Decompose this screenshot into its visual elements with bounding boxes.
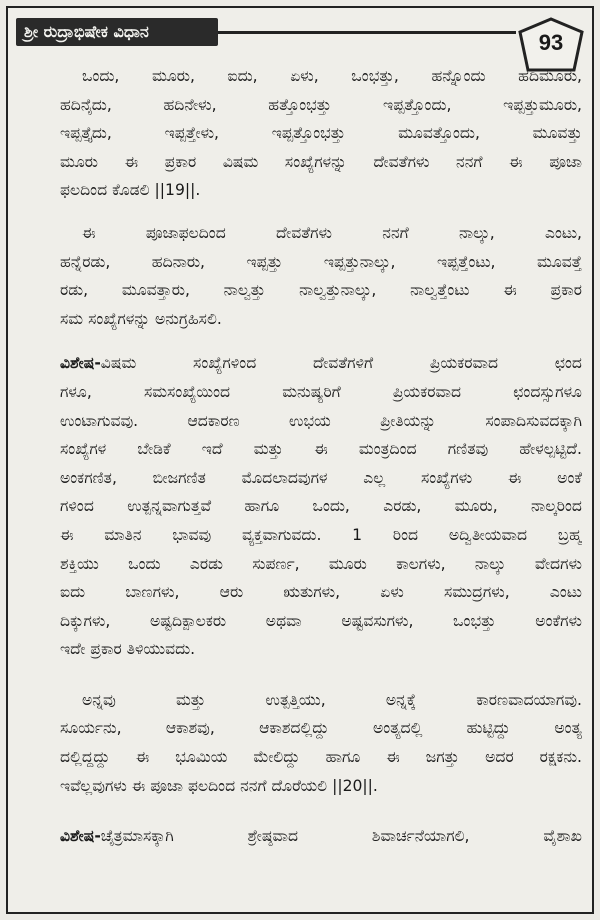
paragraph-gap — [60, 205, 582, 219]
text-line: ಇದೇ ಪ್ರಕಾರ ತಿಳಿಯುವದು. — [60, 640, 196, 659]
text-line: ಒಂದು, ಮೂರು, ಐದು, ಏಳು, ಒಂಭತ್ತು, ಹನ್ನೊಂದು ಹದಿಮೂರು, — [82, 67, 582, 85]
vishesha-first-line: ಚೈತ್ರಮಾಸಕ್ಕಾಗಿ ಶ್ರೇಷ್ಠವಾದ ಶಿವಾರ್ಚನೆಯಾಗಲಿ, ವೈಶಾಖ — [100, 827, 582, 846]
verse-20-paragraph — [60, 686, 582, 800]
text-line: ಇವೆಲ್ಲವುಗಳು ಈ ಪೂಜಾ ಫಲದಿಂದ ನನಗೆ ದೊರೆಯಲಿ ||20||. — [60, 776, 378, 795]
text-line — [60, 822, 582, 851]
text-line: ಅಂಕಗಣಿತ, ಬೀಜಗಣಿತ ಮೊದಲಾದವುಗಳ ಎಲ್ಲ ಸಂಖ್ಯೆಗಳು ಈ ಅಂಕೆ — [60, 468, 582, 487]
text-line: ಶಕ್ತಿಯು ಒಂದು ಎರಡು ಸುಪರ್ಣ, ಮೂರು ಕಾಲಗಳು, ನಾಲ್ಕು ವೇದಗಳು — [60, 554, 582, 573]
text-line: ಹನ್ನೆರಡು, ಹದಿನಾರು, ಇಪ್ಪತ್ತು ಇಪ್ಪತ್ತುನಾಲ್ಕು, ಇಪ್ಪತ್ತೆಂಟು, ಮೂವತ್ತೆ — [60, 252, 582, 271]
vishesha-paragraph-1 — [60, 349, 582, 664]
text-line: ಫಲದಿಂದ ಕೊಡಲಿ ||19||. — [60, 181, 201, 200]
vishesha-paragraph-2 — [60, 822, 582, 851]
text-line: ಸಂಖ್ಯೆಗಳ ಬೇಡಿಕೆ ಇದೆ ಮತ್ತು ಈ ಮಂತ್ರದಿಂದ ಗಣಿತವು ಹೇಳಲ್ಪಟ್ಟಿದೆ. — [60, 440, 582, 459]
header-rule — [218, 31, 516, 34]
paragraph-gap — [60, 333, 582, 347]
vishesha-label: ವಿಶೇಷ- — [60, 827, 101, 846]
paragraph-gap — [60, 664, 582, 686]
text-line: ದಿಕ್ಕುಗಳು, ಅಷ್ಟದಿಕ್ಪಾಲಕರು ಅಥವಾ ಅಷ್ಟವಸುಗಳು, ಒಂಭತ್ತು ಅಂಕೆಗಳು — [60, 611, 582, 630]
text-line: ರಡು, ಮೂವತ್ತಾರು, ನಾಲ್ವತ್ತು ನಾಲ್ವತ್ತುನಾಲ್ಕು, ನಾಲ್ವತ್ತೆಂಟು ಈ ಪ್ರಕಾರ — [60, 281, 582, 300]
text-line: ಮೂರು ಈ ಪ್ರಕಾರ ವಿಷಮ ಸಂಖ್ಯೆಗಳನ್ನು ದೇವತೆಗಳು ನನಗೆ ಈ ಪೂಜಾ — [60, 152, 582, 171]
text-line: ಹದಿನೈದು, ಹದಿನೇಳು, ಹತ್ತೊಂಭತ್ತು ಇಪ್ಪತ್ತೊಂದು, ಇಪ್ಪತ್ತುಮೂರು, — [60, 95, 582, 114]
text-line: ಐದು ಬಾಣಗಳು, ಆರು ಋತುಗಳು, ಏಳು ಸಮುದ್ರಗಳು, ಎಂಟು — [60, 583, 582, 602]
vishesha-label: ವಿಶೇಷ- — [60, 354, 101, 373]
paragraph-gap — [60, 800, 582, 822]
verse-19-paragraph — [60, 62, 582, 205]
text-line: ಗಳೂ, ಸಮಸಂಖ್ಯೆಯಿಂದ ಮನುಷ್ಯರಿಗೆ ಪ್ರಿಯಕರವಾದ ಛಂದಸ್ಸುಗಳೂ — [60, 382, 582, 401]
vishesha-first-line: ವಿಷಮ ಸಂಖ್ಯೆಗಳಿಂದ ದೇವತೆಗಳಿಗೆ ಪ್ರಿಯಕರವಾದ ಛಂದ — [100, 354, 582, 373]
page-body — [60, 62, 582, 851]
text-line: ಈ ಮಾತಿನ ಭಾವವು ವ್ಯಕ್ತವಾಗುವದು. 1 ರಿಂದ ಅದ್ವಿತೀಯವಾದ ಬ್ರಹ್ಮ — [60, 525, 582, 544]
text-line: ಸೂರ್ಯನು, ಆಕಾಶವು, ಆಕಾಶದಲ್ಲಿದ್ದು ಅಂತ್ಯದಲ್ಲಿ ಹುಟ್ಟಿದ್ದು ಅಂತ್ಯ — [60, 719, 582, 738]
text-line: ಗಳಿಂದ ಉತ್ಪನ್ನವಾಗುತ್ತವೆ ಹಾಗೂ ಒಂದು, ಎರಡು, ಮೂರು, ನಾಲ್ಕರಿಂದ — [60, 497, 582, 516]
text-line: ದಲ್ಲಿದ್ದದ್ದು ಈ ಭೂಮಿಯ ಮೇಲಿದ್ದು ಹಾಗೂ ಈ ಜಗತ್ತು ಅದರ ರಕ್ಷಕನು. — [60, 748, 582, 767]
text-line: ಈ ಪೂಜಾಫಲದಿಂದ ದೇವತೆಗಳು ನನಗೆ ನಾಲ್ಕು, ಎಂಟು, — [82, 223, 582, 242]
text-line: ಅನ್ನವು ಮತ್ತು ಉತ್ಪತ್ತಿಯು, ಅನ್ನಕ್ಕೆ ಕಾರಣವಾದಯಾಗವು. — [82, 690, 582, 709]
text-line: ಉಂಟಾಗುವವು. ಆದಕಾರಣ ಉಭಯ ಪ್ರೀತಿಯನ್ನು ಸಂಪಾದಿಸುವದಕ್ಕಾಗಿ — [60, 411, 582, 430]
page-number: 93 — [538, 30, 564, 55]
text-line: ಸಮ ಸಂಖ್ಯೆಗಳನ್ನು ಅನುಗ್ರಹಿಸಲಿ. — [60, 309, 222, 328]
running-header-title: ಶ್ರೀ ರುದ್ರಾಭಿಷೇಕ ವಿಧಾನ — [16, 18, 218, 46]
even-numbers-paragraph — [60, 219, 582, 333]
text-line — [60, 349, 582, 378]
text-line: ಇಪ್ಪತ್ತೈದು, ಇಪ್ಪತ್ತೇಳು, ಇಪ್ಪತ್ತೊಂಭತ್ತು ಮೂವತ್ತೊಂದು, ಮೂವತ್ತು — [60, 124, 582, 143]
